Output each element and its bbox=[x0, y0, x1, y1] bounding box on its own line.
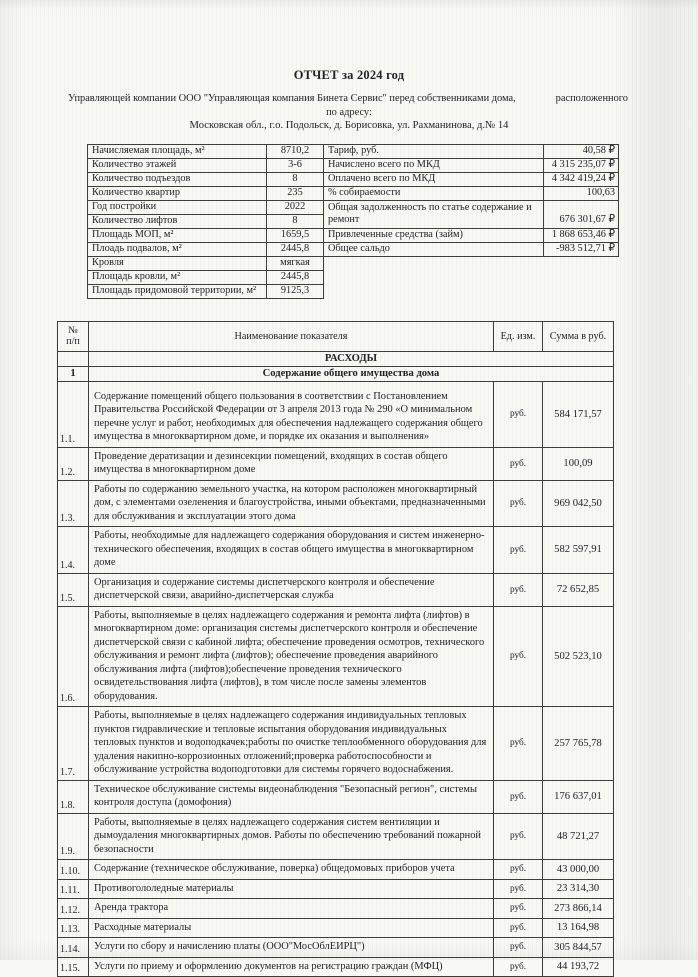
building-info-value: мягкая bbox=[267, 256, 324, 270]
finance-info-row bbox=[324, 200, 619, 228]
expense-row bbox=[58, 381, 614, 447]
address-label: по адресу: bbox=[0, 107, 698, 118]
expense-row-name: Работы, выполняемые в целях надлежащего содержания индивидуальных тепловых пунктов гидравлические и тепловые испытания оборудования индивидуальных тепловых пунктов и водоподкачек;работы по очистке теплообменного оборудования для удаления накипно-коррозионных отложений;проверка работоспособности и обслуживание устройства водоподготовки для системы горячего водоснабжения. bbox=[89, 707, 494, 781]
finance-info-value: -983 512,71 ₽ bbox=[544, 242, 619, 256]
expense-row-sum: 305 844,57 bbox=[543, 938, 614, 958]
expense-row bbox=[58, 780, 614, 813]
col-header-num-bottom: п/п bbox=[59, 336, 87, 347]
address-line: Московская обл., г.о. Подольск, д. Борисовка, ул. Рахманинова, д.№ 14 bbox=[0, 120, 698, 131]
expense-row-num: 1.2. bbox=[58, 447, 89, 480]
finance-info-value: 4 342 419,24 ₽ bbox=[544, 172, 619, 186]
expense-row-sum: 72 652,85 bbox=[543, 573, 614, 606]
expense-row-sum: 584 171,57 bbox=[543, 381, 614, 447]
col-header-num-top: № bbox=[59, 325, 87, 336]
expense-row-num: 1.13. bbox=[58, 918, 89, 938]
building-info-value: 8 bbox=[267, 172, 324, 186]
finance-info-label: Общая задолженность по статье содержание и ремонт bbox=[324, 200, 544, 228]
expense-row-sum: 43 000,00 bbox=[543, 860, 614, 880]
col-header-num bbox=[58, 321, 89, 351]
expense-row-sum: 502 523,10 bbox=[543, 606, 614, 707]
building-info-label: Кровля bbox=[88, 256, 267, 270]
subtitle-row bbox=[0, 93, 698, 105]
finance-info-row bbox=[324, 158, 619, 172]
expense-row-num: 1.7. bbox=[58, 707, 89, 781]
finance-info-label: Тариф, руб. bbox=[324, 144, 544, 158]
expense-row bbox=[58, 707, 614, 781]
building-info-value: 3-6 bbox=[267, 158, 324, 172]
expense-row-sum: 100,09 bbox=[543, 447, 614, 480]
expense-row-unit: руб. bbox=[494, 938, 543, 958]
finance-info-value: 676 301,67 ₽ bbox=[544, 200, 619, 228]
expense-row-num: 1.4. bbox=[58, 527, 89, 574]
building-info-value: 9125,3 bbox=[267, 284, 324, 298]
building-info-label: Площадь МОП, м² bbox=[88, 228, 267, 242]
page-title: ОТЧЕТ за 2024 год bbox=[0, 68, 698, 83]
finance-info-value: 1 868 653,46 ₽ bbox=[544, 228, 619, 242]
expense-row bbox=[58, 813, 614, 860]
expense-row-name: Расходные материалы bbox=[89, 918, 494, 938]
section-title: РАСХОДЫ bbox=[89, 351, 614, 366]
expense-row-unit: руб. bbox=[494, 573, 543, 606]
building-info-row bbox=[88, 158, 324, 172]
expense-row-num: 1.8. bbox=[58, 780, 89, 813]
expense-row-sum: 969 042,50 bbox=[543, 480, 614, 527]
expense-row-unit: руб. bbox=[494, 606, 543, 707]
col-header-sum: Сумма в руб. bbox=[543, 321, 614, 351]
expense-row-sum: 13 164,98 bbox=[543, 918, 614, 938]
expense-row-sum: 176 637,01 bbox=[543, 780, 614, 813]
expense-row-name: Работы, необходимые для надлежащего содержания оборудования и систем инженерно-технического обеспечения, входящих в состав общего имущества в многоквартирном доме bbox=[89, 527, 494, 574]
expense-row-unit: руб. bbox=[494, 879, 543, 899]
building-info-label: Начисляемая площадь, м² bbox=[88, 144, 267, 158]
expense-row-unit: руб. bbox=[494, 957, 543, 977]
building-info-label: Количество квартир bbox=[88, 186, 267, 200]
expense-row-name: Организация и содержание системы диспетчерского контроля и обеспечение диспетчерской связи, аварийно-диспетчерская служба bbox=[89, 573, 494, 606]
building-info-value: 8 bbox=[267, 214, 324, 228]
building-info-value: 8710,2 bbox=[267, 144, 324, 158]
expense-row-num: 1.12. bbox=[58, 899, 89, 919]
expense-row-unit: руб. bbox=[494, 381, 543, 447]
finance-info-value: 4 315 235,07 ₽ bbox=[544, 158, 619, 172]
expense-row-unit: руб. bbox=[494, 899, 543, 919]
building-info-row bbox=[88, 270, 324, 284]
finance-info-value: 40,58 ₽ bbox=[544, 144, 619, 158]
finance-info-value: 100,63 bbox=[544, 186, 619, 200]
expense-row-unit: руб. bbox=[494, 813, 543, 860]
building-info-label: Площадь придомовой территории, м² bbox=[88, 284, 267, 298]
building-info-row bbox=[88, 200, 324, 214]
expense-row-num: 1.10. bbox=[58, 860, 89, 880]
expense-row-name: Содержание помещений общего пользования в соответствии с Постановлением Правительства Российской Федерации от 3 апреля 2013 года № 290 «О минимальном перечне услуг и работ, необходимых для обеспечения надлежащего содержания общего имущества в многоквартирном доме, и порядке их оказания и выполнения» bbox=[89, 381, 494, 447]
finance-info-row bbox=[324, 186, 619, 200]
expense-row-name: Работы, выполняемые в целях надлежащего содержания и ремонта лифта (лифтов) в многоквартирном доме: организация системы диспетчерского контроля и обеспечение диспетчерской связи с кабиной лифта; обеспечение проведения осмотров, технического обслуживания и ремонт лифта (лифтов); обеспечение проведения аварийного обслуживания лифта (лифтов);обеспечение проведения технического освидетельствования лифта (лифтов), в том числе после замены элементов оборудования. bbox=[89, 606, 494, 707]
finance-info-label: Общее сальдо bbox=[324, 242, 544, 256]
expense-row bbox=[58, 879, 614, 899]
expense-row-sum: 48 721,27 bbox=[543, 813, 614, 860]
finance-info-row bbox=[324, 172, 619, 186]
expenses-table bbox=[57, 321, 614, 977]
expense-row-sum: 44 193,72 bbox=[543, 957, 614, 977]
expense-row-num: 1.15. bbox=[58, 957, 89, 977]
info-tables bbox=[87, 144, 698, 299]
expense-row-unit: руб. bbox=[494, 527, 543, 574]
building-info-label: Год постройки bbox=[88, 200, 267, 214]
expense-row bbox=[58, 938, 614, 958]
expense-row-name: Услуги по сбору и начислению платы (ООО"МосОблЕИРЦ") bbox=[89, 938, 494, 958]
group-num: 1 bbox=[58, 366, 89, 381]
expense-row-num: 1.6. bbox=[58, 606, 89, 707]
expense-row bbox=[58, 573, 614, 606]
group-title: Содержание общего имущества дома bbox=[89, 366, 614, 381]
finance-info-label: Начислено всего по МКД bbox=[324, 158, 544, 172]
expense-row-num: 1.9. bbox=[58, 813, 89, 860]
expense-row-sum: 257 765,78 bbox=[543, 707, 614, 781]
expense-row-num: 1.5. bbox=[58, 573, 89, 606]
expense-row bbox=[58, 860, 614, 880]
finance-info-row bbox=[324, 144, 619, 158]
building-info-row bbox=[88, 242, 324, 256]
col-header-unit: Ед. изм. bbox=[494, 321, 543, 351]
building-info-value: 2445,8 bbox=[267, 242, 324, 256]
expenses-header-row bbox=[58, 321, 614, 351]
expense-row-unit: руб. bbox=[494, 480, 543, 527]
col-header-name: Наименование показателя bbox=[89, 321, 494, 351]
building-info-row bbox=[88, 186, 324, 200]
finance-info-table bbox=[323, 144, 619, 257]
expense-row bbox=[58, 918, 614, 938]
expense-row-name: Аренда трактора bbox=[89, 899, 494, 919]
building-info-label: Количество подъездов bbox=[88, 172, 267, 186]
expense-row-num: 1.11. bbox=[58, 879, 89, 899]
expense-row-name: Услуги по приему и оформлению документов на регистрацию граждан (МФЦ) bbox=[89, 957, 494, 977]
finance-info-label: Оплачено всего по МКД bbox=[324, 172, 544, 186]
section-row bbox=[58, 351, 614, 366]
expense-row-name: Работы по содержанию земельного участка, на котором расположен многоквартирный дом, с элементами озеленения и благоустройства, иными объектами, предназначенными для обслуживания и эксплуатации этого дома bbox=[89, 480, 494, 527]
building-info-row bbox=[88, 284, 324, 298]
building-info-row bbox=[88, 256, 324, 270]
expense-row-sum: 582 597,91 bbox=[543, 527, 614, 574]
expense-row-sum: 23 314,30 bbox=[543, 879, 614, 899]
group-row bbox=[58, 366, 614, 381]
expense-row-unit: руб. bbox=[494, 447, 543, 480]
subtitle-right: расположенного bbox=[556, 93, 628, 105]
finance-info-row bbox=[324, 228, 619, 242]
expense-row-name: Содержание (техническое обслуживание, поверка) общедомовых приборов учета bbox=[89, 860, 494, 880]
expense-row-num: 1.3. bbox=[58, 480, 89, 527]
expense-row bbox=[58, 606, 614, 707]
building-info-label: Площадь кровли, м² bbox=[88, 270, 267, 284]
expense-row-unit: руб. bbox=[494, 918, 543, 938]
building-info-value: 2022 bbox=[267, 200, 324, 214]
building-info-table bbox=[87, 144, 324, 299]
building-info-row bbox=[88, 172, 324, 186]
expense-row bbox=[58, 447, 614, 480]
expense-row-name: Техническое обслуживание системы видеонаблюдения "Безопасный регион", системы контроля доступа (домофония) bbox=[89, 780, 494, 813]
building-info-row bbox=[88, 228, 324, 242]
section-num-cell bbox=[58, 351, 89, 366]
building-info-value: 2445,8 bbox=[267, 270, 324, 284]
expense-row-num: 1.1. bbox=[58, 381, 89, 447]
building-info-label: Количество лифтов bbox=[88, 214, 267, 228]
expense-row-name: Противогололедные материалы bbox=[89, 879, 494, 899]
expense-row-num: 1.14. bbox=[58, 938, 89, 958]
finance-info-row bbox=[324, 242, 619, 256]
expense-row-name: Работы, выполняемые в целях надлежащего содержания систем вентиляции и дымоудаления многоквартирных домов. Работы по обеспечению требований пожарной безопасности bbox=[89, 813, 494, 860]
expense-row-sum: 273 866,14 bbox=[543, 899, 614, 919]
finance-info-label: Привлеченные средства (займ) bbox=[324, 228, 544, 242]
expense-row bbox=[58, 527, 614, 574]
building-info-value: 1659,5 bbox=[267, 228, 324, 242]
expense-row-name: Проведение дератизации и дезинсекции помещений, входящих в состав общего имущества в многоквартирном доме bbox=[89, 447, 494, 480]
building-info-label: Плоадь подвалов, м² bbox=[88, 242, 267, 256]
expense-row-unit: руб. bbox=[494, 780, 543, 813]
expense-row bbox=[58, 480, 614, 527]
building-info-label: Количество этажей bbox=[88, 158, 267, 172]
expense-row-unit: руб. bbox=[494, 860, 543, 880]
building-info-row bbox=[88, 214, 324, 228]
subtitle-left: Управляющей компании ООО "Управляющая компания Бинета Сервис" перед собственниками дома, bbox=[68, 93, 516, 105]
building-info-row bbox=[88, 144, 324, 158]
expense-row bbox=[58, 899, 614, 919]
expense-row-unit: руб. bbox=[494, 707, 543, 781]
finance-info-label: % собираемости bbox=[324, 186, 544, 200]
building-info-value: 235 bbox=[267, 186, 324, 200]
